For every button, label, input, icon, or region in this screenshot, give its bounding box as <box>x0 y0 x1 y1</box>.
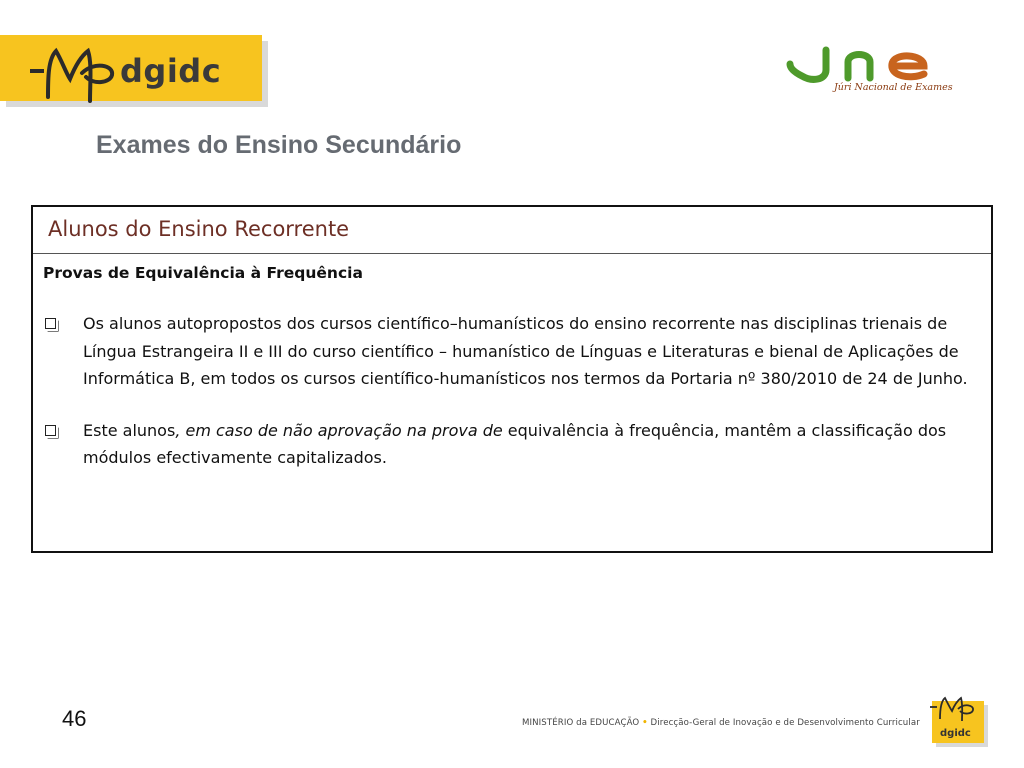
bullet-text-italic: , em caso de não aprovação na prova de <box>175 420 503 440</box>
bullet-item <box>43 417 981 472</box>
bullet-text-start: Este alunos <box>83 420 176 440</box>
dgidc-logo <box>0 35 268 107</box>
footer-logo-text: dgidc <box>940 728 971 739</box>
direction-name: Direcção-Geral de Inovação e de Desenvolvimento Curricular <box>650 718 920 728</box>
content-box <box>31 205 993 553</box>
box-body <box>33 254 991 472</box>
bullet-item <box>43 310 981 393</box>
box-header: Alunos do Ensino Recorrente <box>33 207 991 254</box>
jne-subtitle: Júri Nacional de Exames <box>834 82 953 93</box>
page-number: 46 <box>62 706 87 731</box>
page-title: Exames do Ensino Secundário <box>96 131 462 159</box>
ministry-name: MINISTÉRIO da EDUCAÇÃO <box>522 718 640 728</box>
checkbox-bullet-icon <box>45 318 56 329</box>
me-monogram-icon <box>22 39 117 105</box>
logo-text: dgidc <box>120 52 222 90</box>
separator-dot: • <box>642 718 648 728</box>
footer-ministry-line <box>522 718 920 728</box>
bullet-text-end: equivalência à frequência, mantêm a classificação dos módulos efectivamente capitalizados. <box>83 420 947 467</box>
jne-logo <box>786 44 966 104</box>
checkbox-bullet-icon <box>45 425 56 436</box>
jne-wordmark-icon <box>786 44 966 84</box>
footer-dgidc-logo <box>928 695 992 751</box>
section-heading: Provas de Equivalência à Frequência <box>43 264 363 282</box>
bullet-text: Os alunos autopropostos dos cursos científico–humanísticos do ensino recorrente nas disciplinas trienais de Língua Estrangeira II e III do curso científico – humanístico de Línguas e Literaturas e bienal de Aplicações de Informática B, em todos os cursos científico-humanísticos nos termos da Portaria nº 380/2010 de 24 de Junho. <box>83 314 968 388</box>
